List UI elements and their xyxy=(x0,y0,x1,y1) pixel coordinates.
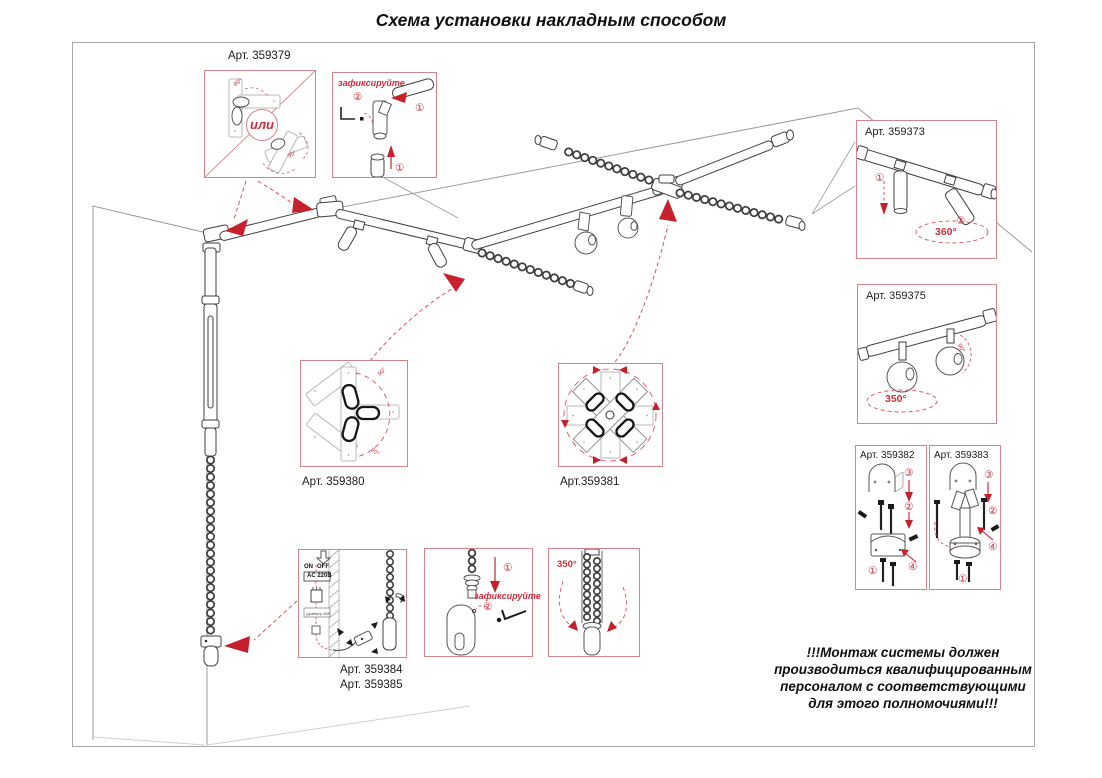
fix-caption: зафиксируйте xyxy=(474,591,541,601)
label-art-359383: Арт. 359383 xyxy=(934,450,989,461)
ball-375-art xyxy=(858,285,996,423)
angle-label: 90° xyxy=(369,447,380,458)
mount-383-art xyxy=(930,446,1000,589)
step-1: ① xyxy=(868,565,878,577)
ac-voltage-label: AC 220В xyxy=(307,573,332,579)
angle-label: 90° xyxy=(955,343,966,354)
installation-warning xyxy=(753,644,1053,712)
inset-bracket-variants xyxy=(204,70,316,178)
inset-spot-373 xyxy=(856,120,997,259)
inset-power xyxy=(298,549,407,658)
label-art-359373: Арт. 359373 xyxy=(865,126,925,138)
inset-fix-top xyxy=(332,72,437,178)
inset-rotate-column xyxy=(548,548,640,657)
inset-plate-star xyxy=(558,363,663,467)
step-3: ③ xyxy=(904,467,914,479)
power-art xyxy=(299,550,406,657)
step-3: ③ xyxy=(984,469,994,481)
off-label: OFF xyxy=(317,564,329,570)
warning-line: персоналом с соответствующими xyxy=(780,679,1026,694)
inset-mount-382 xyxy=(855,445,927,590)
label-art-359382: Арт. 359382 xyxy=(860,450,915,461)
step-1: ① xyxy=(875,172,885,184)
step-2: ② xyxy=(353,91,363,103)
rotation-label: 350° xyxy=(885,393,907,405)
component-label: Драйвер 48В xyxy=(306,610,331,616)
warning-line: для этого полномочиями!!! xyxy=(808,696,998,711)
angle-label: 90° xyxy=(233,77,244,88)
inset-ball-375 xyxy=(857,284,997,424)
label-art-359384: Арт. 359384 xyxy=(340,664,403,676)
wall-hatch xyxy=(329,550,339,657)
plate-star-art xyxy=(559,364,662,466)
wall-pole xyxy=(201,248,221,666)
label-art-359375: Арт. 359375 xyxy=(866,290,926,302)
label-art-359380: Арт. 359380 xyxy=(302,476,365,488)
inset-mount-383 xyxy=(929,445,1001,590)
label-art-359381: Арт.359381 xyxy=(560,476,620,488)
label-art-359379: Арт. 359379 xyxy=(228,50,291,62)
inset-plate-cross xyxy=(300,360,408,467)
fix-bottom-art xyxy=(425,549,532,656)
step-4: ④ xyxy=(908,561,918,573)
plate-cross-art xyxy=(301,361,407,466)
step-2: ② xyxy=(483,601,493,613)
warning-line: производиться квалифицированным xyxy=(774,662,1032,677)
step-1: ① xyxy=(958,573,968,585)
inset-fix-bottom xyxy=(424,548,541,657)
rotation-label: 350° xyxy=(557,559,577,570)
angle-label: 90° xyxy=(287,149,298,160)
step-2: ② xyxy=(904,501,914,513)
label-art-359385: Арт. 359385 xyxy=(340,679,403,691)
step-4: ④ xyxy=(988,541,998,553)
step-2: ② xyxy=(956,215,966,227)
step-2: ② xyxy=(988,505,998,517)
fix-top-art xyxy=(333,73,436,177)
spot-373-art xyxy=(857,121,996,258)
or-label: или xyxy=(246,109,278,141)
warning-line: !!!Монтаж системы должен xyxy=(806,645,1000,660)
page-title: Схема установки накладным способом xyxy=(375,10,727,30)
fix-caption: зафиксируйте xyxy=(338,78,405,88)
rotation-label: 360° xyxy=(935,226,957,238)
on-label: ON xyxy=(304,564,313,570)
step-1: ① xyxy=(415,102,425,114)
step-1: ① xyxy=(395,162,405,174)
angle-label: 90° xyxy=(377,367,388,378)
step-1: ① xyxy=(503,562,513,574)
